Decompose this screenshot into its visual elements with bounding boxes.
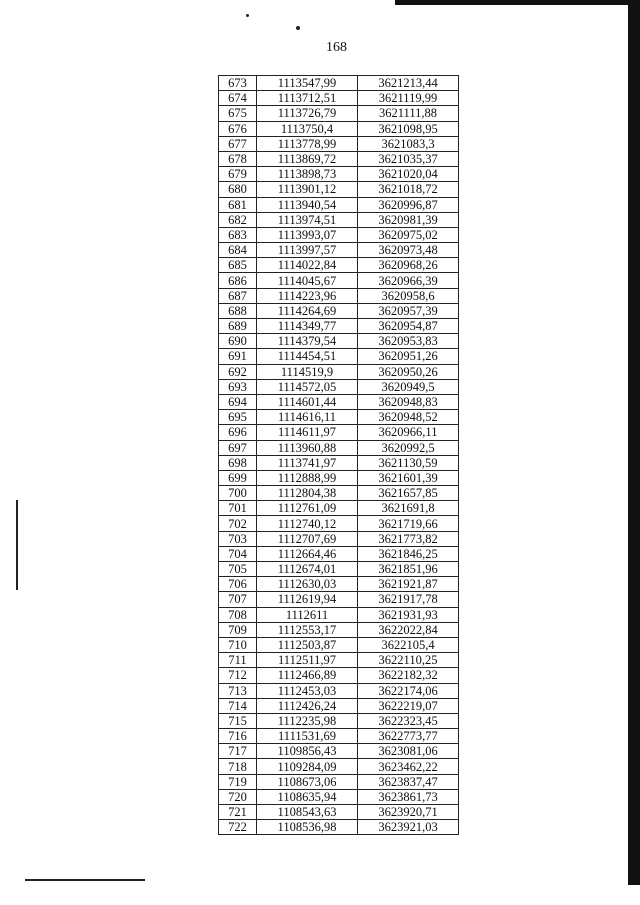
table-row — [219, 394, 459, 409]
x-coordinate: 1113993,07 — [257, 227, 358, 242]
y-coordinate: 3620954,87 — [358, 319, 459, 334]
x-coordinate: 1114022,84 — [257, 258, 358, 273]
x-coordinate: 1112453,03 — [257, 683, 358, 698]
table-row — [219, 167, 459, 182]
x-coordinate: 1113869,72 — [257, 151, 358, 166]
y-coordinate: 3623462,22 — [358, 759, 459, 774]
x-coordinate: 1113712,51 — [257, 91, 358, 106]
table-row — [219, 622, 459, 637]
y-coordinate: 3620951,26 — [358, 349, 459, 364]
table-row — [219, 273, 459, 288]
point-number: 709 — [219, 622, 257, 637]
x-coordinate: 1113750,4 — [257, 121, 358, 136]
x-coordinate: 1114223,96 — [257, 288, 358, 303]
table-row — [219, 288, 459, 303]
table-row — [219, 516, 459, 531]
y-coordinate: 3620973,48 — [358, 243, 459, 258]
y-coordinate: 3623861,73 — [358, 789, 459, 804]
point-number: 708 — [219, 607, 257, 622]
table-row — [219, 379, 459, 394]
table-row — [219, 334, 459, 349]
table-row — [219, 76, 459, 91]
table-row — [219, 440, 459, 455]
x-coordinate: 1109284,09 — [257, 759, 358, 774]
table-row — [219, 121, 459, 136]
table-row — [219, 729, 459, 744]
y-coordinate: 3621035,37 — [358, 151, 459, 166]
table-row — [219, 683, 459, 698]
x-coordinate: 1114601,44 — [257, 394, 358, 409]
y-coordinate: 3623081,06 — [358, 744, 459, 759]
x-coordinate: 1113547,99 — [257, 76, 358, 91]
x-coordinate: 1112553,17 — [257, 622, 358, 637]
x-coordinate: 1113974,51 — [257, 212, 358, 227]
point-number: 717 — [219, 744, 257, 759]
x-coordinate: 1114454,51 — [257, 349, 358, 364]
x-coordinate: 1114045,67 — [257, 273, 358, 288]
table-row — [219, 212, 459, 227]
point-number: 714 — [219, 698, 257, 713]
x-coordinate: 1112426,24 — [257, 698, 358, 713]
x-coordinate: 1112619,94 — [257, 592, 358, 607]
y-coordinate: 3620950,26 — [358, 364, 459, 379]
coordinates-table — [218, 75, 459, 835]
point-number: 718 — [219, 759, 257, 774]
point-number: 696 — [219, 425, 257, 440]
x-coordinate: 1112611 — [257, 607, 358, 622]
point-number: 710 — [219, 637, 257, 652]
point-number: 712 — [219, 668, 257, 683]
y-coordinate: 3622174,06 — [358, 683, 459, 698]
point-number: 684 — [219, 243, 257, 258]
page-number: 168 — [326, 40, 347, 55]
table-row — [219, 410, 459, 425]
y-coordinate: 3621111,88 — [358, 106, 459, 121]
table-row — [219, 303, 459, 318]
point-number: 686 — [219, 273, 257, 288]
scan-speck — [246, 14, 249, 17]
point-number: 713 — [219, 683, 257, 698]
point-number: 692 — [219, 364, 257, 379]
point-number: 675 — [219, 106, 257, 121]
table-row — [219, 592, 459, 607]
point-number: 701 — [219, 501, 257, 516]
y-coordinate: 3623921,03 — [358, 820, 459, 835]
y-coordinate: 3623920,71 — [358, 805, 459, 820]
x-coordinate: 1111531,69 — [257, 729, 358, 744]
point-number: 703 — [219, 531, 257, 546]
table-row — [219, 197, 459, 212]
y-coordinate: 3620949,5 — [358, 379, 459, 394]
point-number: 704 — [219, 546, 257, 561]
point-number: 677 — [219, 136, 257, 151]
table-row — [219, 470, 459, 485]
scan-speck — [296, 26, 300, 30]
x-coordinate: 1108536,98 — [257, 820, 358, 835]
x-coordinate: 1112466,89 — [257, 668, 358, 683]
point-number: 722 — [219, 820, 257, 835]
x-coordinate: 1108543,63 — [257, 805, 358, 820]
table-row — [219, 789, 459, 804]
x-coordinate: 1112511,97 — [257, 653, 358, 668]
y-coordinate: 3621020,04 — [358, 167, 459, 182]
x-coordinate: 1113940,54 — [257, 197, 358, 212]
y-coordinate: 3622105,4 — [358, 637, 459, 652]
table-row — [219, 136, 459, 151]
point-number: 707 — [219, 592, 257, 607]
table-row — [219, 91, 459, 106]
y-coordinate: 3621773,82 — [358, 531, 459, 546]
point-number: 716 — [219, 729, 257, 744]
point-number: 721 — [219, 805, 257, 820]
y-coordinate: 3622773,77 — [358, 729, 459, 744]
point-number: 680 — [219, 182, 257, 197]
y-coordinate: 3622022,84 — [358, 622, 459, 637]
point-number: 683 — [219, 227, 257, 242]
point-number: 693 — [219, 379, 257, 394]
x-coordinate: 1108673,06 — [257, 774, 358, 789]
y-coordinate: 3620968,26 — [358, 258, 459, 273]
y-coordinate: 3620948,83 — [358, 394, 459, 409]
table-row — [219, 182, 459, 197]
point-number: 706 — [219, 577, 257, 592]
x-coordinate: 1113960,88 — [257, 440, 358, 455]
table-row — [219, 774, 459, 789]
x-coordinate: 1112707,69 — [257, 531, 358, 546]
x-coordinate: 1112888,99 — [257, 470, 358, 485]
y-coordinate: 3620948,52 — [358, 410, 459, 425]
y-coordinate: 3621119,99 — [358, 91, 459, 106]
y-coordinate: 3622219,07 — [358, 698, 459, 713]
table-row — [219, 744, 459, 759]
x-coordinate: 1114616,11 — [257, 410, 358, 425]
y-coordinate: 3621213,44 — [358, 76, 459, 91]
table-row — [219, 759, 459, 774]
y-coordinate: 3622110,25 — [358, 653, 459, 668]
table-row — [219, 668, 459, 683]
point-number: 688 — [219, 303, 257, 318]
point-number: 694 — [219, 394, 257, 409]
table-row — [219, 151, 459, 166]
y-coordinate: 3621098,95 — [358, 121, 459, 136]
y-coordinate: 3623837,47 — [358, 774, 459, 789]
x-coordinate: 1114349,77 — [257, 319, 358, 334]
y-coordinate: 3621719,66 — [358, 516, 459, 531]
point-number: 702 — [219, 516, 257, 531]
x-coordinate: 1114519,9 — [257, 364, 358, 379]
point-number: 673 — [219, 76, 257, 91]
table-row — [219, 607, 459, 622]
point-number: 715 — [219, 713, 257, 728]
y-coordinate: 3621691,8 — [358, 501, 459, 516]
y-coordinate: 3621018,72 — [358, 182, 459, 197]
y-coordinate: 3620966,39 — [358, 273, 459, 288]
table-row — [219, 531, 459, 546]
y-coordinate: 3621851,96 — [358, 562, 459, 577]
x-coordinate: 1108635,94 — [257, 789, 358, 804]
point-number: 691 — [219, 349, 257, 364]
point-number: 695 — [219, 410, 257, 425]
table-row — [219, 319, 459, 334]
y-coordinate: 3621931,93 — [358, 607, 459, 622]
x-coordinate: 1112630,03 — [257, 577, 358, 592]
point-number: 705 — [219, 562, 257, 577]
scan-edge-right — [628, 0, 640, 885]
table-row — [219, 425, 459, 440]
y-coordinate: 3620966,11 — [358, 425, 459, 440]
y-coordinate: 3620992,5 — [358, 440, 459, 455]
table-row — [219, 106, 459, 121]
x-coordinate: 1113726,79 — [257, 106, 358, 121]
y-coordinate: 3622323,45 — [358, 713, 459, 728]
table-row — [219, 577, 459, 592]
y-coordinate: 3621846,25 — [358, 546, 459, 561]
y-coordinate: 3622182,32 — [358, 668, 459, 683]
x-coordinate: 1113997,57 — [257, 243, 358, 258]
point-number: 698 — [219, 455, 257, 470]
point-number: 699 — [219, 470, 257, 485]
point-number: 700 — [219, 486, 257, 501]
table-row — [219, 501, 459, 516]
table-row — [219, 243, 459, 258]
y-coordinate: 3621921,87 — [358, 577, 459, 592]
y-coordinate: 3620975,02 — [358, 227, 459, 242]
point-number: 687 — [219, 288, 257, 303]
point-number: 720 — [219, 789, 257, 804]
point-number: 676 — [219, 121, 257, 136]
point-number: 679 — [219, 167, 257, 182]
y-coordinate: 3620953,83 — [358, 334, 459, 349]
y-coordinate: 3621917,78 — [358, 592, 459, 607]
x-coordinate: 1112664,46 — [257, 546, 358, 561]
point-number: 681 — [219, 197, 257, 212]
point-number: 697 — [219, 440, 257, 455]
x-coordinate: 1113898,73 — [257, 167, 358, 182]
y-coordinate: 3620996,87 — [358, 197, 459, 212]
x-coordinate: 1113741,97 — [257, 455, 358, 470]
point-number: 674 — [219, 91, 257, 106]
x-coordinate: 1112235,98 — [257, 713, 358, 728]
y-coordinate: 3621657,85 — [358, 486, 459, 501]
y-coordinate: 3621083,3 — [358, 136, 459, 151]
scan-edge-top — [395, 0, 640, 5]
point-number: 690 — [219, 334, 257, 349]
y-coordinate: 3620958,6 — [358, 288, 459, 303]
x-coordinate: 1114264,69 — [257, 303, 358, 318]
table-row — [219, 349, 459, 364]
table-row — [219, 546, 459, 561]
table-row — [219, 653, 459, 668]
point-number: 711 — [219, 653, 257, 668]
table-row — [219, 486, 459, 501]
point-number: 685 — [219, 258, 257, 273]
x-coordinate: 1109856,43 — [257, 744, 358, 759]
y-coordinate: 3621601,39 — [358, 470, 459, 485]
x-coordinate: 1114379,54 — [257, 334, 358, 349]
table-row — [219, 455, 459, 470]
table-row — [219, 258, 459, 273]
x-coordinate: 1113901,12 — [257, 182, 358, 197]
point-number: 689 — [219, 319, 257, 334]
table-row — [219, 820, 459, 835]
table-row — [219, 637, 459, 652]
point-number: 719 — [219, 774, 257, 789]
point-number: 682 — [219, 212, 257, 227]
x-coordinate: 1112674,01 — [257, 562, 358, 577]
y-coordinate: 3620957,39 — [358, 303, 459, 318]
x-coordinate: 1112503,87 — [257, 637, 358, 652]
table-row — [219, 562, 459, 577]
x-coordinate: 1114572,05 — [257, 379, 358, 394]
x-coordinate: 1112740,12 — [257, 516, 358, 531]
x-coordinate: 1112761,09 — [257, 501, 358, 516]
x-coordinate: 1112804,38 — [257, 486, 358, 501]
table-row — [219, 364, 459, 379]
scan-mark-left — [16, 500, 18, 590]
table-row — [219, 227, 459, 242]
scan-mark-bottom — [25, 879, 145, 881]
table-row — [219, 698, 459, 713]
y-coordinate: 3621130,59 — [358, 455, 459, 470]
x-coordinate: 1114611,97 — [257, 425, 358, 440]
table-row — [219, 805, 459, 820]
x-coordinate: 1113778,99 — [257, 136, 358, 151]
table-row — [219, 713, 459, 728]
y-coordinate: 3620981,39 — [358, 212, 459, 227]
point-number: 678 — [219, 151, 257, 166]
